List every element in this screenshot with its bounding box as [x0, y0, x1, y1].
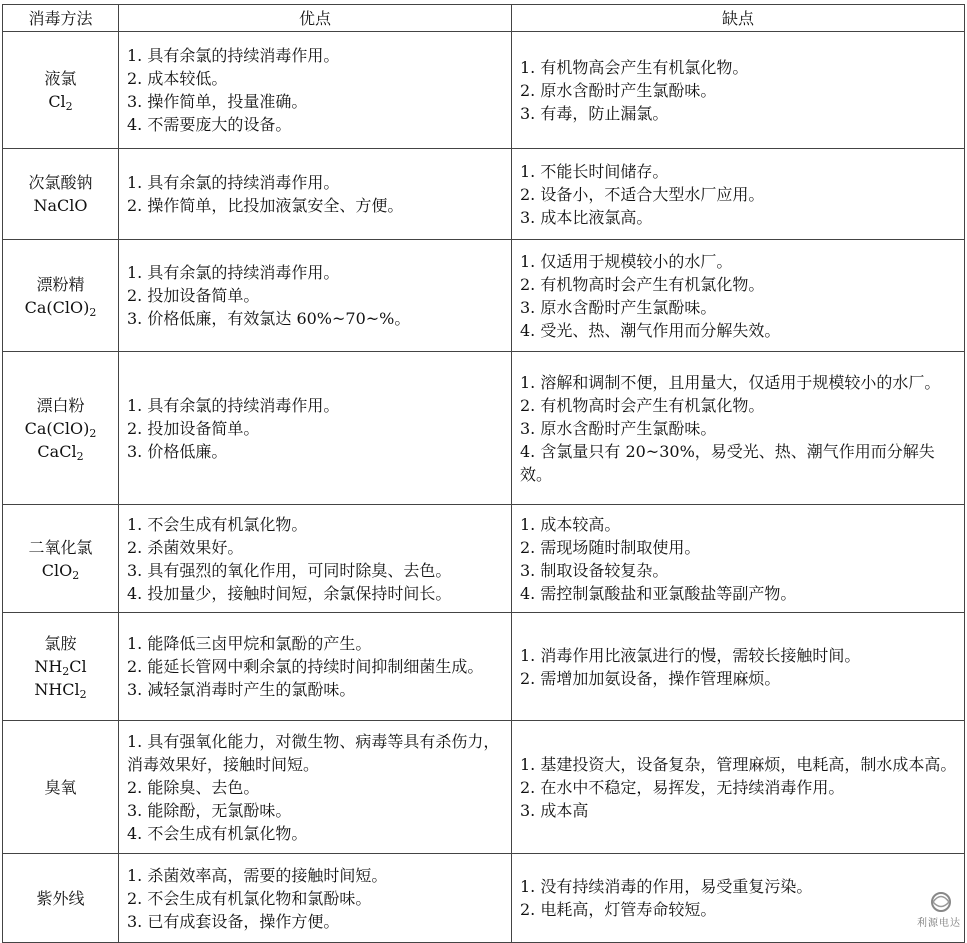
method-name: 漂粉精 [36, 274, 85, 294]
disadvantage-item: 2. 有机物高时会产生有机氯化物。 [520, 274, 765, 294]
disadvantage-item: 2. 电耗高，灯管寿命较短。 [520, 900, 717, 919]
advantage-item: 1. 具有余氯的持续消毒作用。 [127, 46, 340, 65]
table-row [3, 505, 965, 613]
disadvantage-item: 1. 成本较高。 [520, 514, 621, 534]
disadvantage-item: 3. 成本比液氯高。 [520, 207, 653, 227]
disadvantage-item: 1. 不能长时间储存。 [520, 161, 669, 181]
header-row [3, 5, 965, 32]
advantage-item: 4. 投加量少，接触时间短，余氯保持时间长。 [127, 583, 452, 603]
table-row [3, 721, 965, 854]
advantage-item: 2. 投加设备简单。 [127, 286, 260, 305]
watermark-swirl-icon [919, 889, 963, 917]
advantage-item: 1. 不会生成有机氯化物。 [127, 514, 308, 534]
advantage-item: 2. 操作简单，比投加液氯安全、方便。 [127, 196, 404, 215]
disadvantages-cell [512, 613, 965, 721]
method-cell [3, 240, 119, 352]
advantages-cell [119, 149, 512, 240]
table-row [3, 149, 965, 240]
table-row [3, 613, 965, 721]
method-formula: NHCl$_2$ [34, 680, 87, 701]
method-name: 臭氧 [44, 777, 77, 797]
method-cell [3, 149, 119, 240]
disadvantages-cell [512, 721, 965, 854]
disadvantages-cell [512, 352, 965, 505]
advantage-item: 3. 已有成套设备，操作方便。 [127, 911, 340, 931]
disinfection-table [2, 4, 965, 943]
disadvantage-item: 4. 受光、热、潮气作用而分解失效。 [520, 320, 781, 340]
header-advantages: 优点 [119, 5, 512, 32]
table-row [3, 352, 965, 505]
method-formula: $Cl_2$ [48, 92, 73, 113]
disadvantages-cell [512, 505, 965, 613]
advantage-item: 3. 操作简单，投量准确。 [127, 92, 308, 111]
advantage-item: 2. 成本较低。 [127, 69, 228, 88]
method-name: 液氯 [44, 69, 77, 88]
disadvantage-item: 2. 有机物高时会产生有机氯化物。 [520, 395, 765, 415]
disadvantage-item: 4. 含氯量只有 20~30%，易受光、热、潮气作用而分解失效。 [520, 441, 935, 484]
advantage-item: 3. 具有强烈的氧化作用，可同时除臭、去色。 [127, 560, 452, 580]
disadvantage-item: 2. 需现场随时制取使用。 [520, 537, 701, 557]
method-name: 次氯酸钠 [28, 173, 93, 192]
disadvantage-item: 3. 原水含酚时产生氯酚味。 [520, 297, 717, 317]
disadvantage-item: 1. 溶解和调制不便，且用量大，仅适用于规模较小的水厂。 [520, 372, 941, 392]
advantage-item: 1. 具有余氯的持续消毒作用。 [127, 395, 340, 415]
advantages-cell [119, 721, 512, 854]
advantage-item: 3. 价格低廉。 [127, 441, 228, 461]
method-name: 二氧化氯 [28, 537, 93, 557]
table-row [3, 240, 965, 352]
method-name: 紫外线 [36, 888, 85, 908]
advantages-cell [119, 505, 512, 613]
advantage-item: 1. 能降低三卤甲烷和氯酚的产生。 [127, 634, 372, 653]
advantages-cell [119, 613, 512, 721]
advantage-item: 1. 杀菌效率高，需要的接触时间短。 [127, 865, 388, 885]
advantage-item: 2. 不会生成有机氯化物和氯酚味。 [127, 888, 372, 908]
advantage-item: 2. 能除臭、去色。 [127, 777, 260, 797]
method-cell [3, 32, 119, 149]
disadvantage-item: 3. 有毒，防止漏氯。 [520, 103, 669, 123]
advantage-item: 1. 具有余氯的持续消毒作用。 [127, 173, 340, 192]
advantage-item: 2. 能延长管网中剩余氯的持续时间抑制细菌生成。 [127, 657, 484, 676]
advantage-item: 3. 价格低廉，有效氯达 60%~70~%。 [127, 309, 411, 328]
method-formula: $Ca(ClO)_2$ [24, 418, 97, 440]
method-cell [3, 854, 119, 943]
advantage-item: 2. 投加设备简单。 [127, 418, 260, 438]
disadvantage-item: 2. 需增加加氨设备，操作管理麻烦。 [520, 668, 781, 688]
disadvantage-item: 3. 成本高 [520, 800, 589, 820]
disadvantage-item: 1. 没有持续消毒的作用，易受重复污染。 [520, 877, 813, 896]
advantage-item: 1. 具有强氧化能力，对微生物、病毒等具有杀伤力，消毒效果好，接触时间短。 [127, 731, 500, 774]
header-method: 消毒方法 [3, 5, 119, 32]
method-formula: $Ca(ClO)_2$ [24, 297, 97, 319]
advantage-item: 3. 能除酚，无氯酚味。 [127, 800, 292, 820]
disadvantage-item: 3. 原水含酚时产生氯酚味。 [520, 418, 717, 438]
table-row [3, 32, 965, 149]
method-formula: $NH_2Cl$ [34, 657, 87, 678]
disadvantages-cell [512, 240, 965, 352]
advantage-item: 2. 杀菌效果好。 [127, 537, 244, 557]
disadvantages-cell [512, 32, 965, 149]
method-cell [3, 613, 119, 721]
disadvantage-item: 2. 设备小，不适合大型水厂应用。 [520, 184, 765, 204]
disadvantage-item: 1. 基建投资大，设备复杂，管理麻烦，电耗高，制水成本高。 [520, 754, 957, 774]
advantages-cell [119, 352, 512, 505]
method-name: 漂白粉 [36, 395, 85, 415]
method-name: 氯胺 [44, 634, 77, 653]
advantage-item: 4. 不需要庞大的设备。 [127, 115, 292, 134]
disadvantage-item: 2. 在水中不稳定，易挥发，无持续消毒作用。 [520, 777, 845, 797]
watermark-text: 利源电达 [917, 918, 961, 929]
method-formula: CaCl$_2$ [37, 441, 84, 463]
advantage-item: 1. 具有余氯的持续消毒作用。 [127, 263, 340, 282]
method-cell [3, 505, 119, 613]
table-row [3, 854, 965, 943]
advantage-item: 3. 减轻氯消毒时产生的氯酚味。 [127, 680, 356, 699]
advantages-cell [119, 854, 512, 943]
advantages-cell [119, 32, 512, 149]
disadvantage-item: 1. 仅适用于规模较小的水厂。 [520, 251, 733, 271]
disadvantage-item: 1. 有机物高会产生有机氯化物。 [520, 57, 749, 77]
disadvantages-cell [512, 149, 965, 240]
advantages-cell [119, 240, 512, 352]
disadvantage-item: 2. 原水含酚时产生氯酚味。 [520, 80, 717, 100]
advantage-item: 4. 不会生成有机氯化物。 [127, 823, 308, 843]
method-formula: ClO$_2$ [41, 560, 80, 582]
method-cell [3, 352, 119, 505]
disadvantage-item: 3. 制取设备较复杂。 [520, 560, 669, 580]
header-disadvantages: 缺点 [512, 5, 965, 32]
disadvantage-item: 4. 需控制氯酸盐和亚氯酸盐等副产物。 [520, 583, 797, 603]
method-formula: NaClO [33, 196, 88, 215]
disadvantage-item: 1. 消毒作用比液氯进行的慢，需较长接触时间。 [520, 645, 861, 665]
disadvantages-cell [512, 854, 965, 943]
method-cell [3, 721, 119, 854]
